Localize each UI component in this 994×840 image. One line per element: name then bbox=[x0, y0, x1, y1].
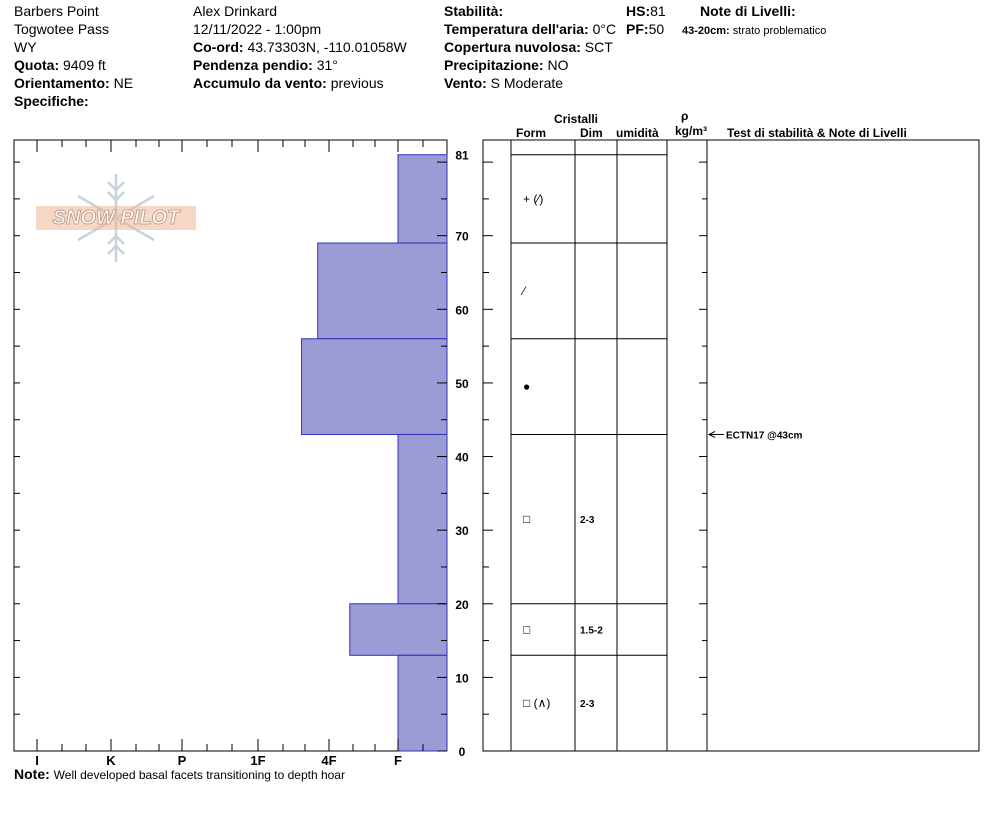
depth-tick-label: 20 bbox=[455, 597, 469, 612]
hardness-tick-label: F bbox=[394, 753, 402, 768]
hardness-frame bbox=[14, 140, 447, 751]
form-header: Form bbox=[516, 126, 546, 140]
stability-notes-header: Test di stabilità & Note di Livelli bbox=[727, 126, 907, 140]
aspect-value: NE bbox=[113, 75, 134, 91]
slope-value: 31° bbox=[316, 57, 338, 73]
depth-tick-label: 81 bbox=[455, 148, 469, 163]
precip-label: Precipitazione: bbox=[444, 57, 544, 73]
layer-table-frame bbox=[483, 140, 979, 751]
observation-datetime: 12/11/2022 - 1:00pm bbox=[193, 21, 322, 37]
hardness-tick-label: 1F bbox=[250, 753, 266, 768]
slope-label: Pendenza pendio: bbox=[193, 57, 313, 73]
air-temp-label: Temperatura dell'aria: bbox=[444, 21, 589, 37]
cloud-value: SCT bbox=[584, 39, 613, 55]
note-row bbox=[14, 766, 345, 784]
grain-form: □ bbox=[523, 622, 531, 637]
grain-size: 2-3 bbox=[580, 515, 595, 527]
hardness-tick-label: I bbox=[35, 753, 39, 768]
hardness-bar bbox=[350, 604, 447, 656]
observer-name: Alex Drinkard bbox=[193, 3, 278, 19]
pf-label: PF: bbox=[626, 21, 649, 37]
depth-tick-label: 70 bbox=[455, 229, 469, 244]
elevation-label: Quota: bbox=[14, 57, 60, 73]
grain-size: 2-3 bbox=[580, 699, 595, 711]
coords-value: 43.73303N, -110.01058W bbox=[247, 39, 407, 55]
wind-label: Vento: bbox=[444, 75, 487, 91]
coords-label: Co-ord: bbox=[193, 39, 244, 55]
note-text: Well developed basal facets transitioning to depth hoar bbox=[53, 768, 345, 782]
layer-note-range: 43-20cm: bbox=[682, 25, 730, 37]
precip-value: NO bbox=[547, 57, 569, 73]
depth-tick-label: 30 bbox=[455, 524, 469, 539]
stability-test-label: ECTN17 @43cm bbox=[726, 430, 803, 442]
area-name: Togwotee Pass bbox=[14, 21, 109, 37]
depth-tick-label: 40 bbox=[455, 450, 469, 465]
grain-form: ⁄ bbox=[523, 283, 526, 298]
rho-header: ρ bbox=[681, 109, 689, 123]
hs-value: 81 bbox=[650, 3, 666, 19]
grain-form: □ bbox=[523, 512, 531, 527]
layer-notes-label: Note di Livelli: bbox=[700, 3, 796, 19]
hardness-bar bbox=[398, 155, 447, 243]
hardness-bar bbox=[318, 243, 447, 339]
hardness-bar bbox=[398, 434, 447, 603]
moisture-header: umidità bbox=[616, 126, 659, 140]
grain-form: □ (∧) bbox=[523, 696, 551, 711]
grain-size: 1.5-2 bbox=[580, 625, 603, 637]
hs-label: HS: bbox=[626, 3, 651, 19]
note-label: Note: bbox=[14, 766, 50, 782]
layer-note-text: strato problematico bbox=[732, 25, 827, 37]
location-name: Barbers Point bbox=[14, 3, 99, 19]
hardness-tick-label: P bbox=[177, 753, 187, 768]
depth-tick-label: 10 bbox=[455, 671, 469, 686]
wind-loading-label: Accumulo da vento: bbox=[193, 75, 327, 91]
dim-header: Dim bbox=[580, 126, 603, 140]
air-temp-value: 0°C bbox=[592, 21, 617, 37]
grain-form: + (⁄) bbox=[523, 191, 544, 206]
elevation-value: 9409 ft bbox=[63, 57, 106, 73]
crystals-header: Cristalli bbox=[554, 112, 599, 126]
density-unit-header: kg/m³ bbox=[675, 124, 708, 138]
hardness-bar bbox=[302, 339, 447, 435]
aspect-label: Orientamento: bbox=[14, 75, 110, 91]
wind-loading-value: previous bbox=[330, 75, 384, 91]
logo-text: SNOW PILOT bbox=[36, 206, 196, 230]
depth-tick-label: 60 bbox=[455, 303, 469, 318]
depth-tick-label: 0 bbox=[458, 745, 466, 759]
state-name: WY bbox=[14, 39, 37, 55]
hardness-tick-label: K bbox=[106, 753, 116, 768]
hardness-bar bbox=[398, 655, 447, 751]
wind-value: S Moderate bbox=[490, 75, 564, 91]
pf-value: 50 bbox=[648, 21, 665, 37]
hardness-tick-label: 4F bbox=[321, 753, 337, 768]
stability-label: Stabilità: bbox=[444, 3, 504, 19]
specifics-label: Specifiche: bbox=[14, 93, 89, 109]
cloud-label: Copertura nuvolosa: bbox=[444, 39, 581, 55]
depth-tick-label: 50 bbox=[455, 376, 469, 391]
grain-form: ● bbox=[523, 379, 531, 394]
